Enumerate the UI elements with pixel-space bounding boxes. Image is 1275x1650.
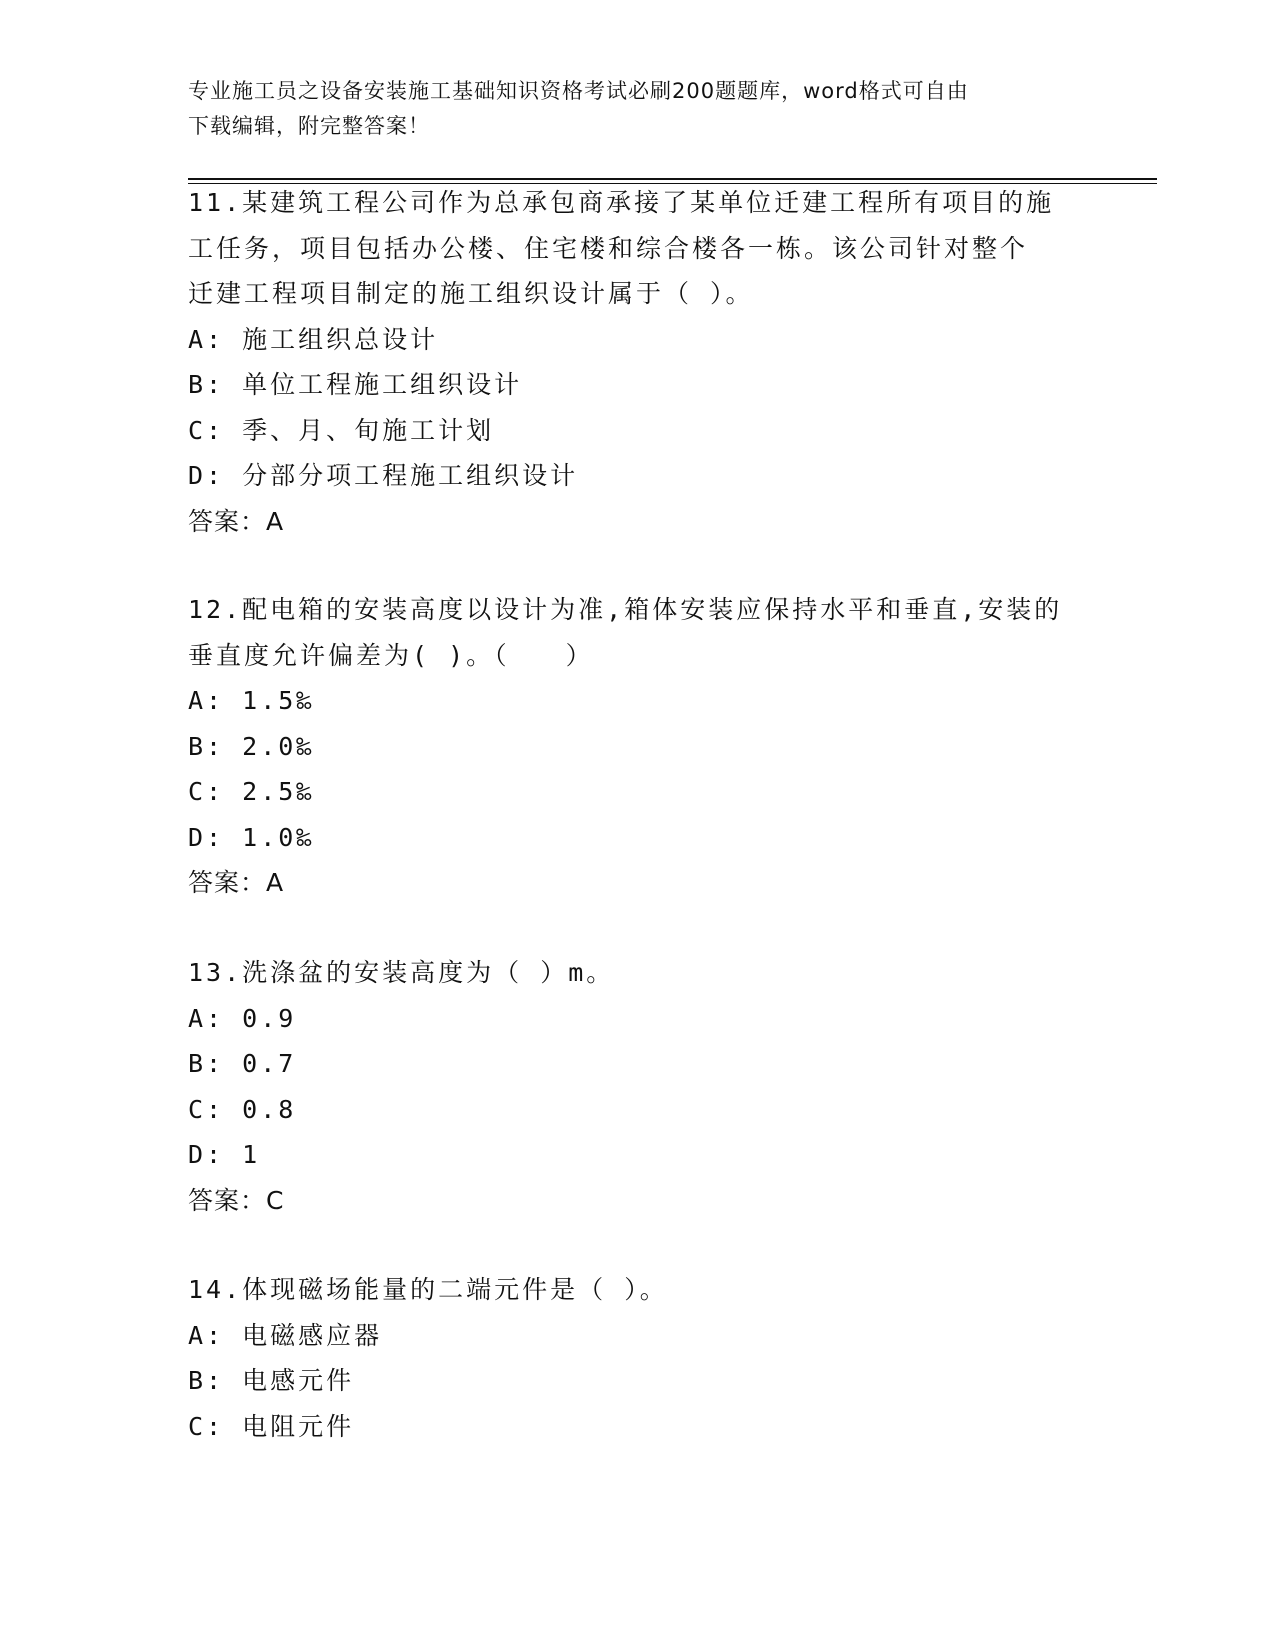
option-d: D: 1.0‰	[188, 822, 315, 852]
answer: 答案：A	[188, 868, 285, 897]
question-stem-line: 14.体现磁场能量的二端元件是（ ）。	[188, 1275, 668, 1304]
question-stem-line: 工任务，项目包括办公楼、住宅楼和综合楼各一栋。该公司针对整个	[188, 233, 1029, 263]
question-stem-line: 垂直度允许偏差为( )。（ ）	[188, 640, 594, 670]
question-stem-line: 11.某建筑工程公司作为总承包商承接了某单位迁建工程所有项目的施	[188, 188, 1055, 217]
answer: 答案：C	[188, 1185, 285, 1215]
answer: 答案：A	[188, 506, 285, 536]
option-a: A: 电磁感应器	[188, 1320, 383, 1350]
option-c: C: 电阻元件	[188, 1411, 355, 1441]
question-stem-line: 迁建工程项目制定的施工组织设计属于（ ）。	[188, 279, 754, 308]
question-stem-line: 12.配电箱的安装高度以设计为准,箱体安装应保持水平和垂直,安装的	[188, 595, 1063, 624]
option-b: B: 2.0‰	[188, 731, 315, 761]
question-14	[188, 1267, 1088, 1449]
option-a: A: 1.5‰	[188, 686, 315, 715]
option-c: C: 季、月、旬施工计划	[188, 415, 495, 445]
option-d: D: 分部分项工程施工组织设计	[188, 461, 579, 490]
question-11	[188, 180, 1088, 544]
option-a: A: 施工组织总设计	[188, 324, 439, 354]
option-b: B: 电感元件	[188, 1366, 355, 1395]
option-c: C: 0.8	[188, 1094, 297, 1124]
option-d: D: 1	[188, 1140, 261, 1169]
option-a: A: 0.9	[188, 1003, 297, 1033]
question-12	[188, 587, 1088, 906]
header-line-2: 下载编辑，附完整答案！	[188, 114, 430, 138]
option-b: B: 单位工程施工组织设计	[188, 370, 523, 399]
header-line-1: 专业施工员之设备安装施工基础知识资格考试必刷200题题库，word格式可自由	[188, 79, 969, 103]
option-c: C: 2.5‰	[188, 777, 315, 806]
question-13	[188, 950, 1088, 1223]
question-stem-line: 13.洗涤盆的安装高度为（ ）m。	[188, 958, 615, 987]
option-b: B: 0.7	[188, 1049, 297, 1078]
document-header	[188, 74, 1068, 144]
